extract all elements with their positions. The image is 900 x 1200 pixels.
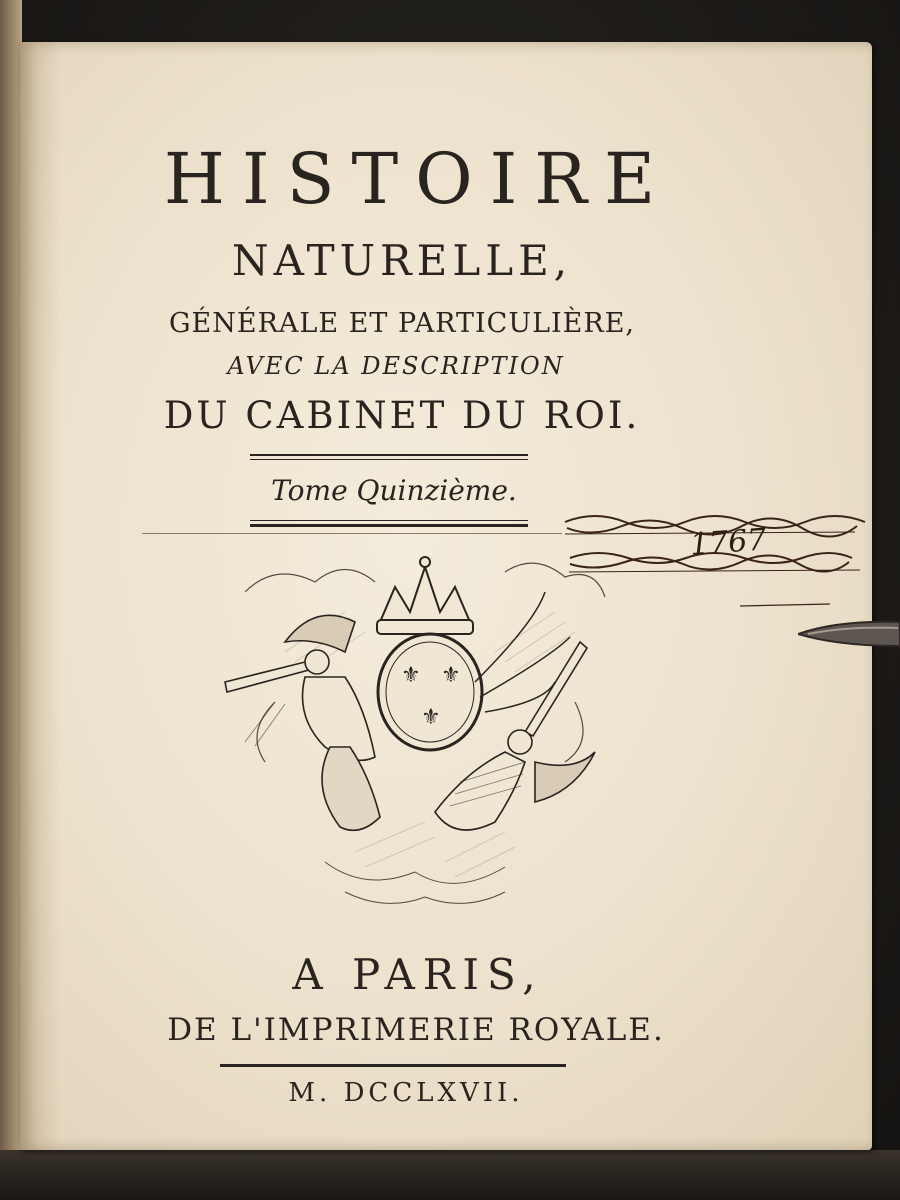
subtitle-cabinet: DU CABINET DU ROI. <box>163 394 641 437</box>
volume-label: Tome Quinzième. <box>271 474 517 507</box>
title-naturelle: NATURELLE, <box>231 236 573 285</box>
table-surface <box>0 1150 900 1200</box>
rule-top-thick <box>250 454 528 456</box>
rule-imprint <box>220 1064 566 1067</box>
title-page <box>20 42 872 1150</box>
handwritten-year: 1767 <box>688 522 768 563</box>
rule-bottom-thick <box>250 524 528 527</box>
imprint-printer: DE L'IMPRIMERIE ROYALE. <box>167 1012 665 1048</box>
title-histoire: HISTOIRE <box>163 138 673 220</box>
metal-pointer-icon <box>798 612 900 658</box>
rule-top-thin <box>250 459 528 460</box>
subtitle-avec: AVEC LA DESCRIPTION <box>227 352 565 380</box>
svg-text:⚜: ⚜ <box>421 705 441 730</box>
rule-bottom-thin <box>250 520 528 521</box>
svg-text:⚜: ⚜ <box>401 663 421 688</box>
subtitle-generale: GÉNÉRALE ET PARTICULIÈRE, <box>168 308 636 339</box>
svg-text:⚜: ⚜ <box>441 663 461 688</box>
imprint-year: M. DCCLXVII. <box>288 1078 524 1108</box>
imprint-place: A PARIS, <box>292 950 544 999</box>
